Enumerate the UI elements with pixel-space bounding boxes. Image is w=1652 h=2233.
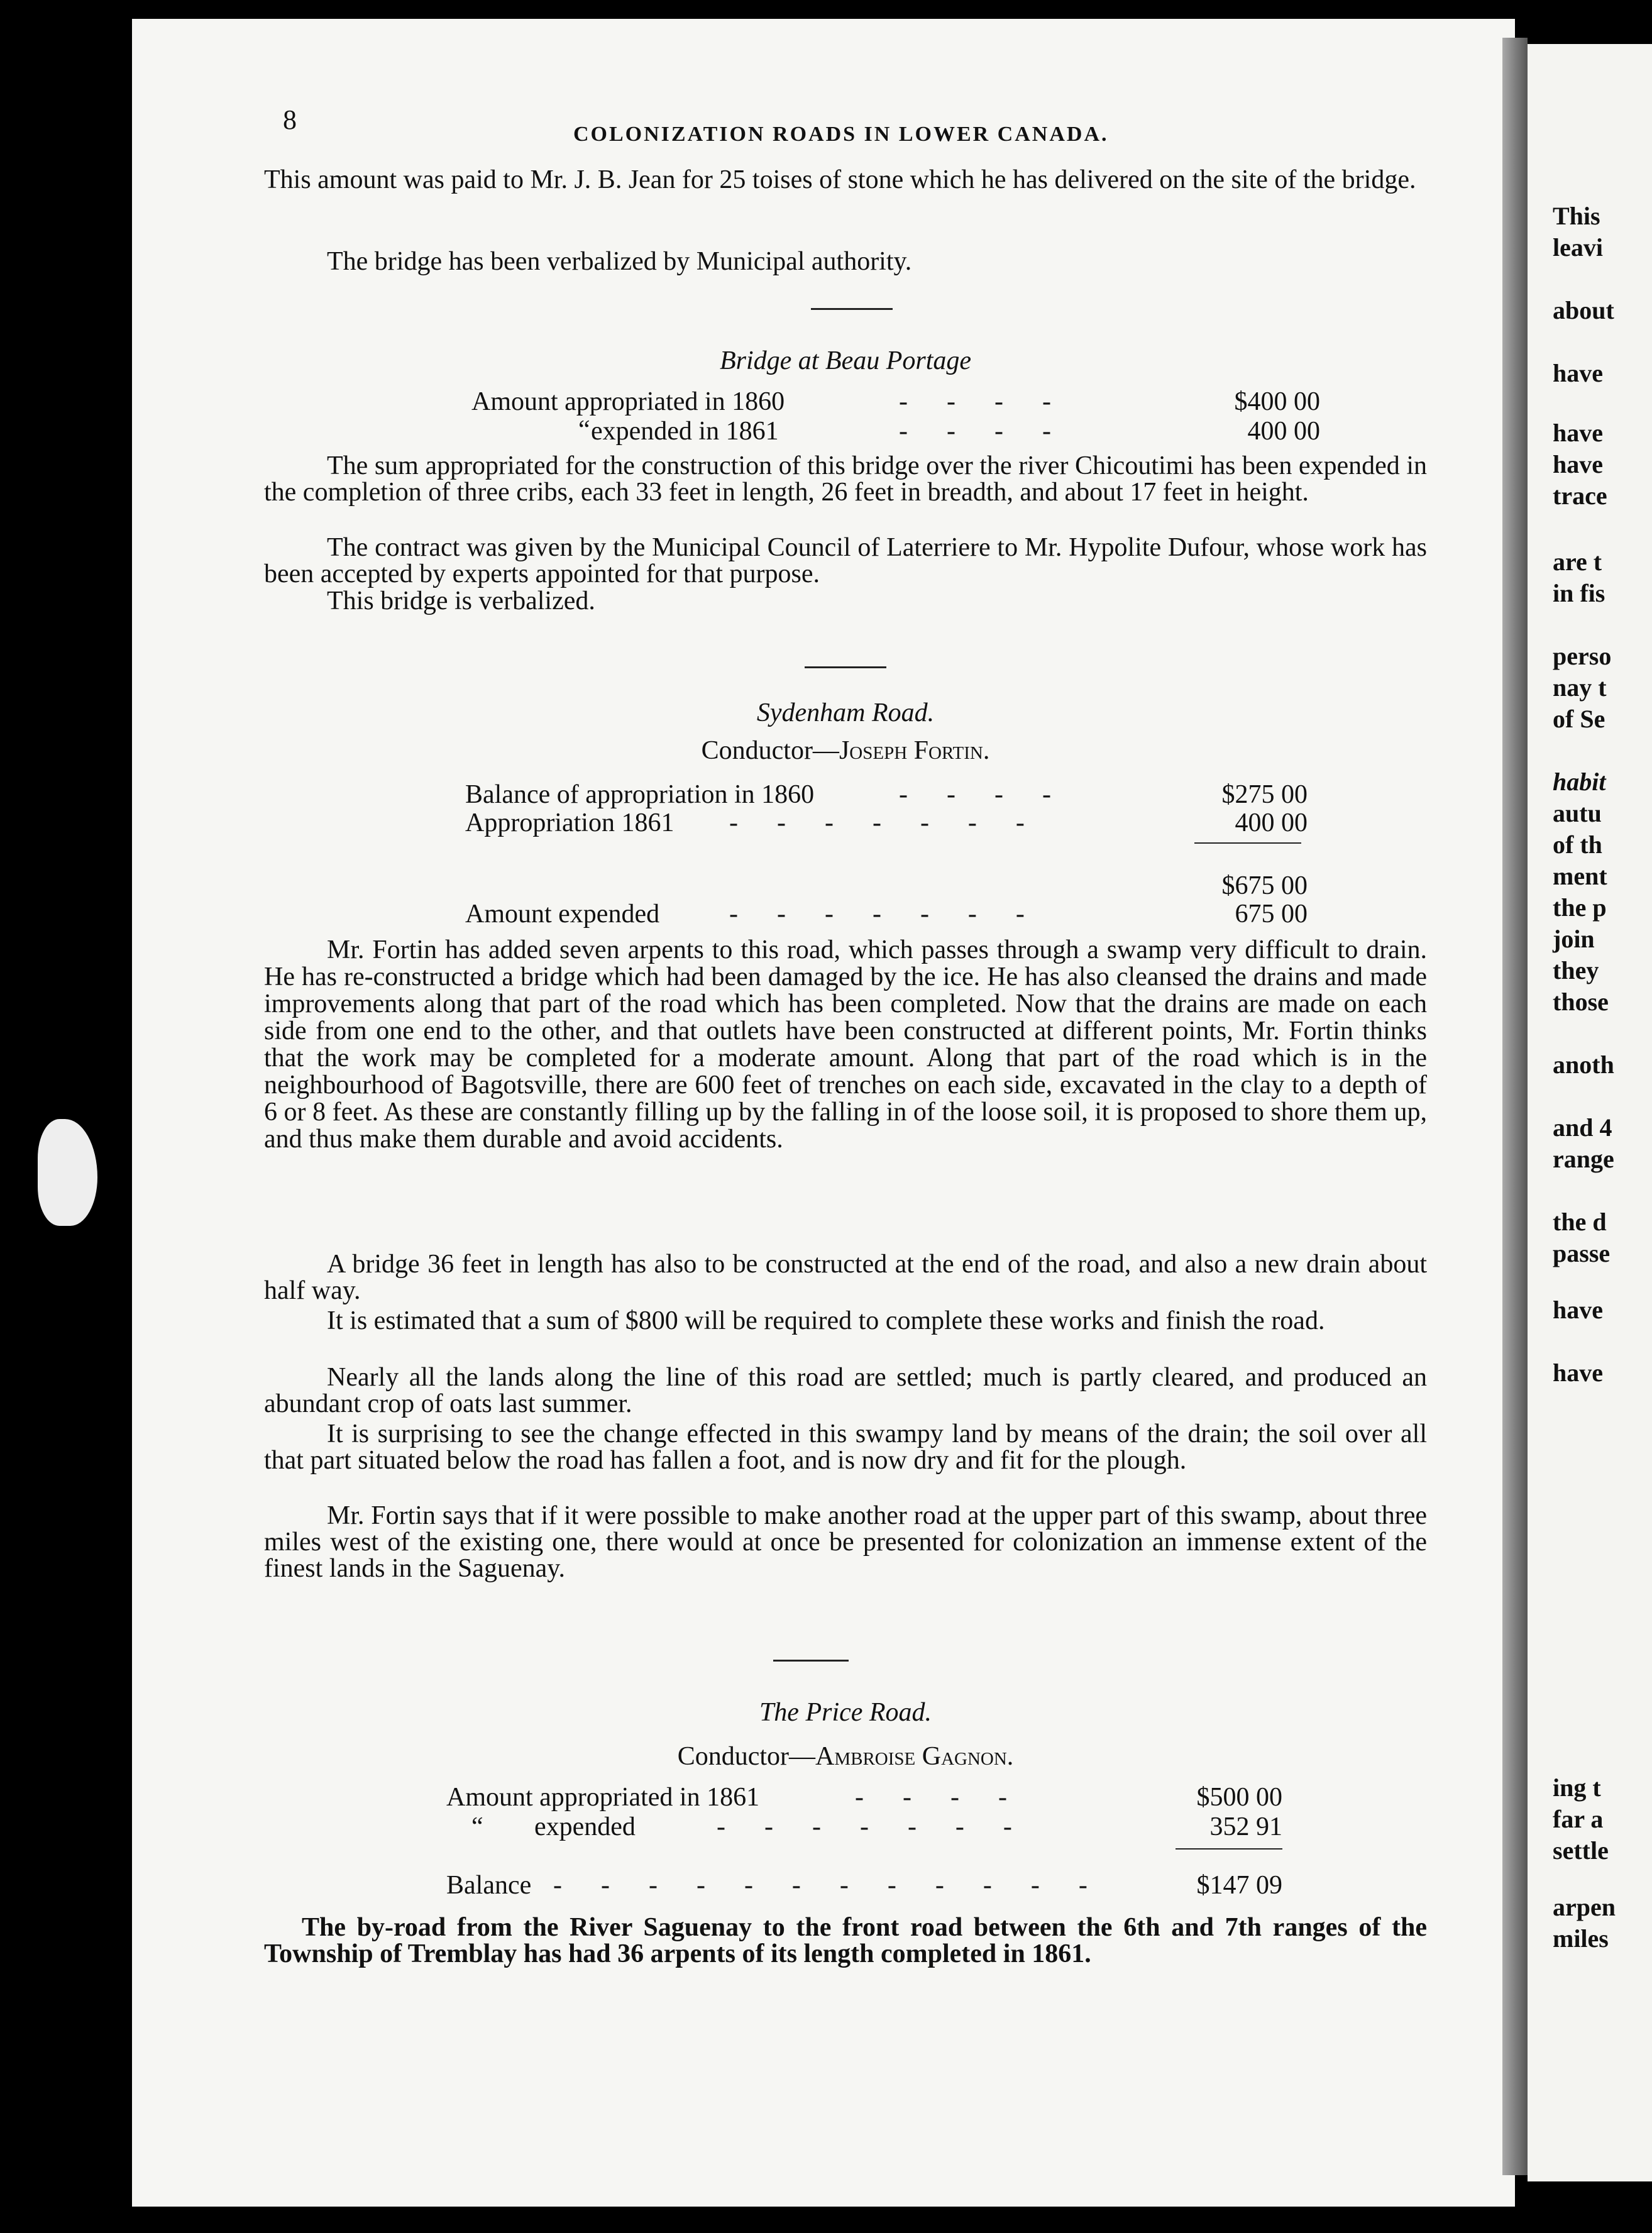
leader-dots: - - - - (899, 387, 1054, 416)
conductor-name: Joseph Fortin. (839, 736, 990, 765)
paper-blemish (38, 1119, 97, 1226)
facing-page (1528, 44, 1652, 2181)
ledger-value: $500 00 (1196, 1783, 1282, 1812)
facing-line: settle (1553, 1836, 1609, 1865)
sum-rule (1176, 1848, 1282, 1850)
facing-line: miles (1553, 1924, 1609, 1953)
ditto-mark: “ (578, 416, 590, 444)
facing-line: ment (1553, 862, 1607, 890)
leader-dots: - - - - - - - (717, 1812, 1015, 1841)
conductor-line (264, 1741, 1427, 1772)
facing-line: those (1553, 988, 1609, 1016)
facing-line: they (1553, 956, 1599, 984)
ditto-mark: “ (471, 1812, 483, 1841)
paragraph: The contract was given by the Municipal Council of Laterriere to Mr. Hypolite Dufour, whose work has been accepted by experts appointed for that purpose. (264, 533, 1427, 588)
section-rule (805, 666, 886, 668)
facing-line: have (1553, 359, 1603, 387)
ledger-value: 675 00 (1235, 900, 1308, 929)
paragraph: The sum appropriated for the construction of this bridge over the river Chicoutimi has been expended in the completion of three cribs, each 33 feet in length, 26 feet in breadth, and about 17 feet in height. (264, 451, 1427, 507)
leader-dots: - - - - - - - - - - - - (553, 1871, 1090, 1900)
leader-dots: - - - - (899, 417, 1054, 446)
ledger-value: 400 00 (1235, 808, 1308, 837)
ledger-label: Amount expended (465, 900, 660, 929)
ledger-label: expended in 1861 (591, 417, 779, 446)
facing-line: join (1553, 925, 1595, 953)
facing-line: have (1553, 1359, 1603, 1387)
ledger-label: Amount appropriated in 1861 (446, 1783, 760, 1812)
section-rule (811, 308, 893, 310)
ledger-label: Amount appropriated in 1860 (471, 387, 785, 416)
ledger-label: expended (534, 1812, 636, 1841)
leader-dots: - - - - - - - (729, 808, 1027, 837)
facing-line: arpen (1553, 1893, 1616, 1921)
paragraph: The bridge has been verbalized by Municipal authority. (327, 247, 912, 276)
ledger-value: 352 91 (1209, 1812, 1282, 1841)
facing-line: This (1553, 202, 1600, 230)
section-heading: Bridge at Beau Portage (719, 346, 972, 375)
facing-line: and 4 (1553, 1113, 1612, 1142)
leader-dots: - - - - - - - (729, 900, 1027, 929)
facing-line: are t (1553, 548, 1602, 576)
facing-line: about (1553, 296, 1614, 324)
facing-line: range (1553, 1145, 1614, 1173)
ledger-label: Balance (446, 1871, 532, 1900)
facing-line: leavi (1553, 233, 1603, 262)
facing-line: perso (1553, 642, 1612, 670)
facing-line: have (1553, 1296, 1603, 1324)
conductor-label: Conductor— (677, 1742, 815, 1771)
facing-line: habit (1553, 768, 1606, 796)
running-title: COLONIZATION ROADS IN LOWER CANADA. (573, 123, 1109, 146)
facing-line: anoth (1553, 1050, 1614, 1079)
paragraph: It is surprising to see the change effected in this swampy land by means of the drain; the soil over all that part situated below the road has fallen a foot, and is now dry and fit for the plough. (264, 1420, 1427, 1475)
section-rule (773, 1660, 849, 1662)
facing-line: far a (1553, 1805, 1604, 1833)
conductor-label: Conductor— (701, 736, 839, 765)
paragraph: Mr. Fortin has added seven arpents to this road, which passes through a swamp very difficult to drain. He has re-constructed a bridge which had been damaged by the ice. He has also cleansed the drains and made improvements along that part of the road which has been completed. Now that the drains are made on each side from one end to the other, and that outlets have been constructed at different points, Mr. Fortin thinks that the work may be completed for a moderate amount. Along that part of the road which is in the neighbourhood of Bagotsville, there are 600 feet of trenches on each side, excavated in the clay to a depth of 6 or 8 feet. As these are constantly filling up by the falling in of the loose soil, it is proposed to shore them up, and thus make them durable and avoid accidents. (264, 935, 1427, 1154)
ledger-total: $147 09 (1196, 1871, 1282, 1900)
facing-line: ing t (1553, 1773, 1601, 1802)
page-number: 8 (283, 104, 297, 135)
paragraph: This bridge is verbalized. (327, 587, 595, 615)
sum-rule (1194, 842, 1301, 844)
facing-line: in fis (1553, 579, 1605, 607)
conductor-line (264, 736, 1427, 766)
section-heading: Sydenham Road. (756, 698, 935, 727)
facing-line: of th (1553, 830, 1602, 859)
paragraph: This amount was paid to Mr. J. B. Jean for 25 toises of stone which he has delivered on the site of the bridge. (264, 165, 1416, 194)
paragraph: A bridge 36 feet in length has also to be constructed at the end of the road, and also a new drain about half way. (264, 1250, 1427, 1305)
ledger-value: $400 00 (1234, 387, 1320, 416)
facing-line: nay t (1553, 673, 1607, 702)
paragraph: It is estimated that a sum of $800 will be required to complete these works and finish the road. (327, 1306, 1325, 1335)
facing-line: the d (1553, 1208, 1607, 1236)
section-heading: The Price Road. (759, 1698, 932, 1727)
ledger-label: Balance of appropriation in 1860 (465, 780, 815, 809)
ledger-value: $275 00 (1221, 780, 1308, 809)
facing-line: passe (1553, 1239, 1611, 1267)
facing-line: have (1553, 450, 1603, 478)
ledger-value: 400 00 (1247, 417, 1320, 446)
conductor-name: Ambroise Gagnon. (815, 1742, 1014, 1771)
facing-line: autu (1553, 799, 1602, 827)
facing-line: of Se (1553, 705, 1605, 733)
paragraph: The by-road from the River Saguenay to the front road between the 6th and 7th ranges of the Township of Tremblay has had 36 arpents of its length completed in 1861. (264, 1913, 1427, 1968)
ledger-total: $675 00 (1221, 871, 1308, 900)
facing-line: the p (1553, 893, 1607, 922)
facing-line: trace (1553, 482, 1607, 510)
ledger-label: Appropriation 1861 (465, 808, 675, 837)
leader-dots: - - - - (899, 780, 1054, 809)
facing-line: have (1553, 419, 1603, 447)
page-gutter (1502, 38, 1528, 2175)
leader-dots: - - - - (855, 1783, 1010, 1812)
paragraph: Mr. Fortin says that if it were possible to make another road at the upper part of this swamp, about three miles west of the existing one, there would at once be presented for colonization an immense extent of the finest lands in the Saguenay. (264, 1501, 1427, 1583)
paragraph: Nearly all the lands along the line of this road are settled; much is partly cleared, and produced an abundant crop of oats last summer. (264, 1363, 1427, 1418)
